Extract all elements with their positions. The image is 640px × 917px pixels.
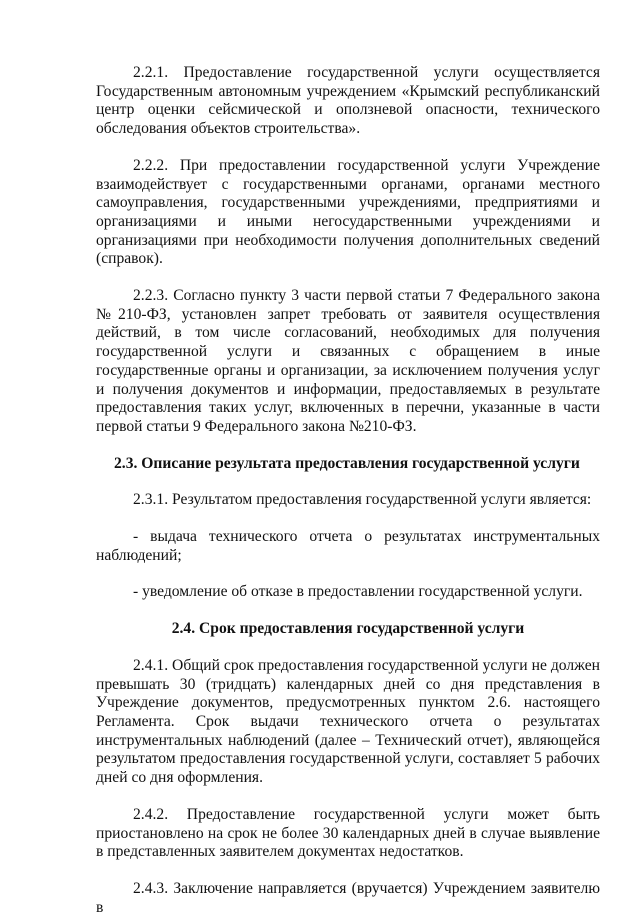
heading-2-3: 2.3. Описание результата предоставления государственной услуги	[114, 454, 580, 472]
list-item-report: - выдача технического отчета о результатах инструментальных наблюдений;	[96, 528, 600, 564]
document-page	[96, 64, 600, 917]
heading-2-4: 2.4. Срок предоставления государственной услуги	[171, 620, 525, 638]
paragraph-2-2-2: 2.2.2. При предоставлении государственной услуги Учреждение взаимодействует с государственными органами, органами местного самоуправления, государственными учреждениями, предприятиями и организациями и иными негосударственными учреждениями и организациями при необходимости получения дополнительных сведений (справок).	[96, 156, 600, 268]
paragraph-2-4-3: 2.4.3. Заключение направляется (вручается) Учреждением заявителю в	[96, 879, 600, 916]
paragraph-2-4-2: 2.4.2. Предоставление государственной услуги может быть приостановлено на срок не более 30 календарных дней в случае выявление в представленных заявителем документах недостатков.	[96, 805, 600, 861]
paragraph-2-4-1: 2.4.1. Общий срок предоставления государственной услуги не должен превышать 30 (тридцать) календарных дней со дня представления в Учреждение документов, предусмотренных пунктом 2.6. настоящего Регламента. Срок выдачи технического отчета о результатах инструментальных наблюдений (далее – Технический отчет), являющейся результатом предоставления государственной услуги, составляет 5 рабочих дней со дня оформления.	[96, 656, 600, 787]
paragraph-2-2-1: 2.2.1. Предоставление государственной услуги осуществляется Государственным автономным учреждением «Крымский республиканский центр оценки сейсмической и оползневой опасности, технического обследования объектов строительства».	[96, 64, 600, 138]
list-item-refusal: - уведомление об отказе в предоставлении государственной услуги.	[133, 583, 583, 601]
paragraph-2-2-3: 2.2.3. Согласно пункту 3 части первой статьи 7 Федерального закона №210-ФЗ, установлен запрет требовать от заявителя осуществления действий, в том числе согласований, необходимых для получения государственной услуги и связанных с обращением в иные государственные органы и организации, за исключением получения услуг и получения документов и информации, предоставляемых в результате предоставления таких услуг, включенных в перечни, указанные в части первой статьи 9 Федерального закона №210-ФЗ.	[96, 287, 600, 435]
paragraph-2-3-1: 2.3.1. Результатом предоставления государственной услуги является:	[133, 491, 592, 509]
